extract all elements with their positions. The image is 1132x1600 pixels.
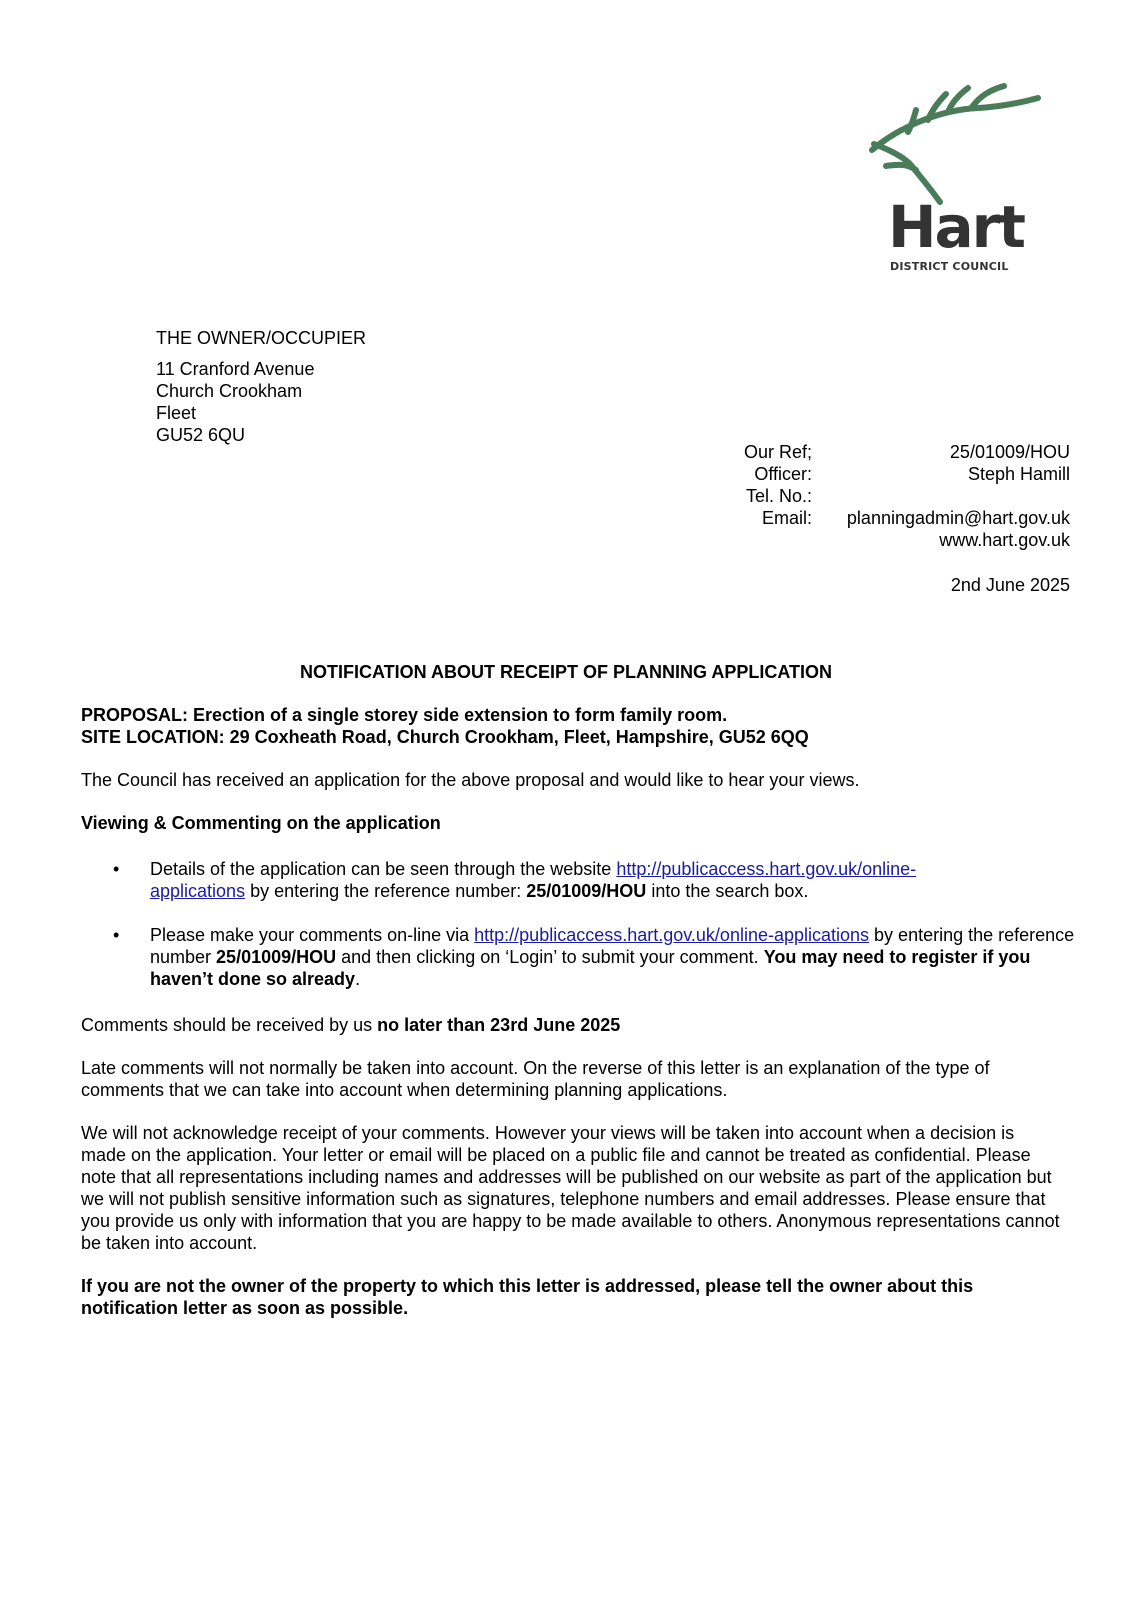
address-line: GU52 6QU [156,425,246,445]
letter-date: 2nd June 2025 [950,575,1070,595]
bullet1-ref: 25/01009/HOU [526,881,647,901]
late-comments-paragraph: Late comments will not normally be taken into account. On the reverse of this letter is an explanation of the type of comments that we can take into account when determining planning applications. [81,1058,990,1100]
viewing-heading: Viewing & Commenting on the application [81,813,441,833]
bullet-dot-icon: • [113,925,120,945]
bullet2-text-mid1: by entering the reference number [150,925,1075,967]
link-line-1: http://publicaccess.hart.gov.uk/online- [616,859,917,879]
our-ref-value: 25/01009/HOU [949,442,1070,462]
acknowledge-paragraph: We will not acknowledge receipt of your comments. However your views will be taken into account when a decision is made on the application. Your letter or email will be placed on a public file and cannot be treated as confidential. Please note that all representations including names and addresses will be published on our website as part of the application but we will not publish sensitive information such as signatures, telephone numbers and email addresses. Please ensure that you provide us only with information that you are happy to be made available to others. Anonymous representations cannot be taken into account. [81,1123,1060,1253]
bullet2-text-mid2: and then clicking on ‘Login’ to submit your comment. [336,947,764,967]
deadline-paragraph [81,1014,1061,1036]
site-location-text: SITE LOCATION: 29 Coxheath Road, Church Crookham, Fleet, Hampshire, GU52 6QQ [81,727,809,747]
deadline-date: no later than 23rd June 2025 [377,1015,621,1035]
email-value: planningadmin@hart.gov.uk [846,508,1070,528]
bullet-item-comment [81,924,1081,990]
bullet-dot-icon: • [113,859,120,879]
website-value: www.hart.gov.uk [939,530,1070,550]
proposal-block [81,704,809,748]
addressee-name: THE OWNER/OCCUPIER [156,328,367,348]
proposal-text: PROPOSAL: Erection of a single storey side extension to form family room. [81,705,728,725]
officer-value: Steph Hamill [967,464,1070,484]
address-block [156,358,314,446]
email-label: Email: [761,508,812,528]
stag-antler-icon [868,80,1044,210]
address-line: Fleet [156,403,197,423]
tel-row [700,485,1070,507]
tel-label: Tel. No.: [745,486,812,506]
bullet-item-details [81,858,1081,902]
hart-logo [860,70,1052,292]
our-ref-label: Our Ref; [743,442,812,462]
website-row [700,529,1070,551]
bullet1-text-mid: by entering the reference number: [245,881,527,901]
logo-wordmark: Hart [888,193,1025,261]
address-line: 11 Cranford Avenue [156,359,315,379]
bullet1-text-before: Details of the application can be seen through the website [150,859,617,879]
letter-title: NOTIFICATION ABOUT RECEIPT OF PLANNING APPLICATION [300,662,832,682]
link-line-2: applications [150,881,246,901]
officer-row [700,463,1070,485]
deadline-text: Comments should be received by us [81,1015,378,1035]
bullet2-text-before: Please make your comments on-line via [150,925,475,945]
bullet1-text-after: into the search box. [646,881,809,901]
bullet2-ref: 25/01009/HOU [216,947,337,967]
our-ref-row [700,441,1070,463]
bullet-list [81,858,1081,990]
intro-paragraph: The Council has received an application for the above proposal and would like to hear your views. [81,770,860,790]
reference-block [700,441,1070,551]
owner-notice-paragraph: If you are not the owner of the property to which this letter is addressed, please tell the owner about this notification letter as soon as possible. [81,1276,974,1318]
address-line: Church Crookham [156,381,303,401]
bullet2-register-note: You may need to register if you haven’t done so already [150,947,1031,989]
online-applications-link[interactable]: http://publicaccess.hart.gov.uk/online-applications [474,925,870,945]
logo-subtitle: DISTRICT COUNCIL [890,260,1009,273]
email-row [700,507,1070,529]
bullet2-end: . [355,969,361,989]
officer-label: Officer: [754,464,812,484]
